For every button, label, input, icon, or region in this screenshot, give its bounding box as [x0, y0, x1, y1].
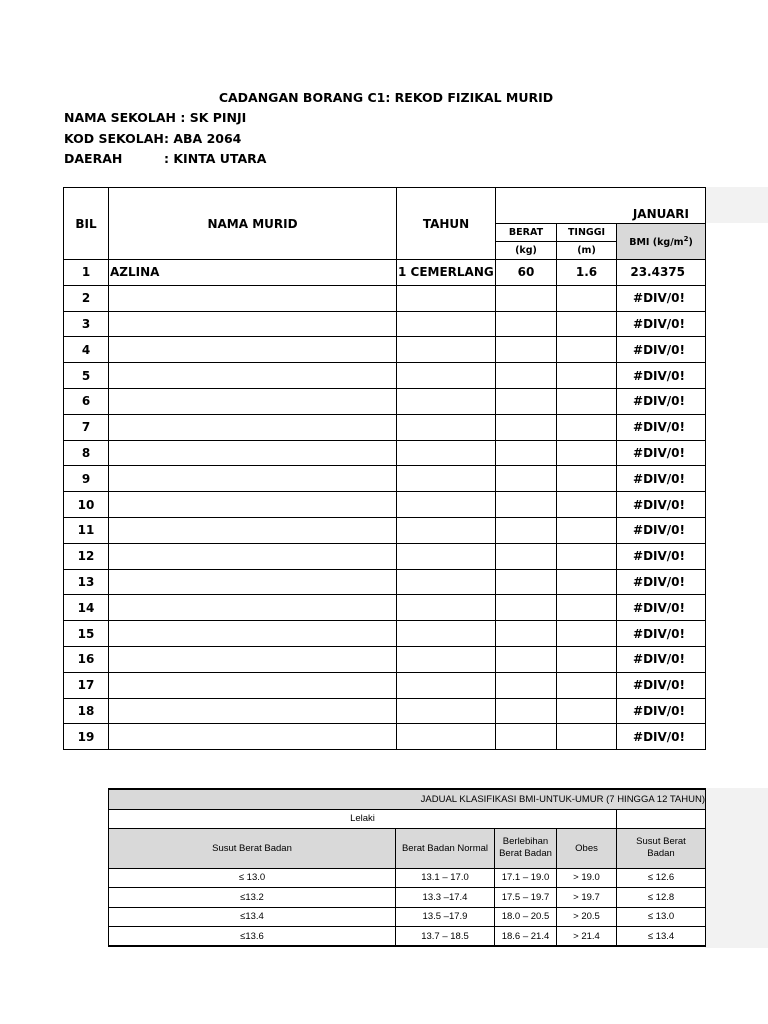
student-name-cell[interactable]	[109, 492, 397, 518]
bmi-cell[interactable]: #DIV/0!	[617, 337, 706, 363]
row-number[interactable]: 17	[64, 672, 109, 698]
student-name-cell[interactable]	[109, 724, 397, 750]
row-number[interactable]: 14	[64, 595, 109, 621]
classification-cell: 13.1 – 17.0	[396, 868, 495, 888]
classification-cell: 17.1 – 19.0	[495, 868, 557, 888]
class-cell[interactable]	[397, 363, 496, 389]
col-tinggi-unit: (m)	[557, 242, 617, 260]
class-cell[interactable]	[397, 388, 496, 414]
table-row	[64, 260, 706, 286]
row-number[interactable]: 18	[64, 698, 109, 724]
weight-cell[interactable]	[496, 311, 557, 337]
header-row-top	[64, 188, 706, 206]
height-cell[interactable]	[557, 621, 617, 647]
klas-header-0: Susut Berat Badan	[109, 828, 396, 868]
height-cell[interactable]	[557, 285, 617, 311]
classification-cell: 18.0 – 20.5	[495, 907, 557, 927]
class-cell[interactable]	[397, 543, 496, 569]
district-label: DAERAH	[64, 151, 123, 166]
bmi-cell[interactable]: #DIV/0!	[617, 285, 706, 311]
classification-row	[109, 888, 706, 908]
bmi-cell[interactable]: #DIV/0!	[617, 466, 706, 492]
weight-cell[interactable]	[496, 388, 557, 414]
table-row	[64, 414, 706, 440]
col-bmi-header: BMI $(kg/m^2)$	[617, 224, 706, 260]
col-tahun-header: TAHUN	[397, 188, 496, 260]
bmi-cell[interactable]: #DIV/0!	[617, 388, 706, 414]
weight-cell[interactable]	[496, 492, 557, 518]
table-row	[64, 311, 706, 337]
classification-cell: ≤ 13.0	[617, 907, 706, 927]
weight-cell[interactable]	[496, 698, 557, 724]
table-row	[64, 466, 706, 492]
table-row	[64, 569, 706, 595]
class-cell[interactable]	[397, 466, 496, 492]
classification-cell: ≤ 12.8	[617, 888, 706, 908]
student-record-table	[63, 187, 706, 750]
bmi-classification-table	[108, 788, 706, 947]
student-name-cell[interactable]	[109, 569, 397, 595]
row-number[interactable]: 4	[64, 337, 109, 363]
bmi-cell[interactable]: #DIV/0!	[617, 517, 706, 543]
klas-header-2: Berlebihan Berat Badan	[495, 828, 557, 868]
weight-cell[interactable]	[496, 621, 557, 647]
classification-cell: 13.3 –17.4	[396, 888, 495, 908]
height-cell[interactable]	[557, 724, 617, 750]
height-cell[interactable]	[557, 440, 617, 466]
classification-cell: > 21.4	[557, 927, 617, 947]
table-row	[64, 595, 706, 621]
table-row	[64, 388, 706, 414]
klas-header-3: Obes	[557, 828, 617, 868]
row-number[interactable]: 15	[64, 621, 109, 647]
height-cell[interactable]	[557, 595, 617, 621]
table-row	[64, 646, 706, 672]
height-cell[interactable]	[557, 646, 617, 672]
row-number[interactable]: 9	[64, 466, 109, 492]
page-title: CADANGAN BORANG C1: REKOD FIZIKAL MURID	[218, 90, 554, 105]
classification-cell: ≤13.4	[109, 907, 396, 927]
student-name-cell[interactable]	[109, 388, 397, 414]
height-cell[interactable]	[557, 492, 617, 518]
weight-cell[interactable]	[496, 414, 557, 440]
student-name-cell[interactable]	[109, 414, 397, 440]
table-row	[64, 672, 706, 698]
height-cell[interactable]	[557, 388, 617, 414]
student-name-cell[interactable]	[109, 646, 397, 672]
class-cell[interactable]	[397, 285, 496, 311]
classification-title: JADUAL KLASIFIKASI BMI-UNTUK-UMUR (7 HINGGA 12 TAHUN)	[109, 789, 706, 809]
table-row	[64, 285, 706, 311]
col-bil-header: BIL	[64, 188, 109, 260]
school-code	[64, 131, 241, 146]
classification-header-row	[109, 828, 706, 868]
classification-cell: 13.5 –17.9	[396, 907, 495, 927]
month-header: JANUARI	[496, 206, 706, 224]
classification-cell: > 19.0	[557, 868, 617, 888]
col-berat-header: BERAT	[496, 224, 557, 242]
classification-row	[109, 868, 706, 888]
district-value: : KINTA UTARA	[164, 151, 267, 166]
student-name-cell[interactable]: AZLINA	[109, 260, 397, 286]
class-cell[interactable]	[397, 672, 496, 698]
height-cell[interactable]	[557, 517, 617, 543]
weight-cell[interactable]	[496, 466, 557, 492]
bmi-cell[interactable]: #DIV/0!	[617, 621, 706, 647]
class-cell[interactable]	[397, 698, 496, 724]
school-code-label: KOD SEKOLAH	[64, 131, 164, 146]
student-name-cell[interactable]	[109, 595, 397, 621]
classification-cell: 17.5 – 19.7	[495, 888, 557, 908]
student-name-cell[interactable]	[109, 672, 397, 698]
row-number[interactable]: 11	[64, 517, 109, 543]
weight-cell[interactable]	[496, 724, 557, 750]
weight-cell[interactable]	[496, 672, 557, 698]
row-number[interactable]: 10	[64, 492, 109, 518]
class-cell[interactable]	[397, 724, 496, 750]
classification-cell: ≤13.2	[109, 888, 396, 908]
table-row	[64, 337, 706, 363]
class-cell[interactable]	[397, 621, 496, 647]
height-cell[interactable]	[557, 337, 617, 363]
weight-cell[interactable]	[496, 569, 557, 595]
offscreen-shade-top	[705, 187, 768, 223]
student-name-cell[interactable]	[109, 621, 397, 647]
classification-group-lelaki: Lelaki	[109, 809, 617, 828]
bmi-cell[interactable]: #DIV/0!	[617, 646, 706, 672]
row-number[interactable]: 1	[64, 260, 109, 286]
bmi-cell[interactable]: #DIV/0!	[617, 440, 706, 466]
table-row	[64, 621, 706, 647]
table-row	[64, 698, 706, 724]
col-berat-unit: (kg)	[496, 242, 557, 260]
bmi-cell[interactable]: #DIV/0!	[617, 492, 706, 518]
student-name-cell[interactable]	[109, 311, 397, 337]
student-name-cell[interactable]	[109, 698, 397, 724]
height-cell[interactable]	[557, 311, 617, 337]
table-row	[64, 492, 706, 518]
classification-cell: > 20.5	[557, 907, 617, 927]
height-cell[interactable]	[557, 569, 617, 595]
weight-cell[interactable]	[496, 595, 557, 621]
class-cell[interactable]	[397, 646, 496, 672]
bmi-cell[interactable]: #DIV/0!	[617, 672, 706, 698]
class-cell[interactable]	[397, 595, 496, 621]
classification-title-row	[109, 789, 706, 809]
height-cell[interactable]	[557, 466, 617, 492]
class-cell[interactable]	[397, 440, 496, 466]
offscreen-shade-bottom	[705, 788, 768, 948]
height-cell[interactable]: 1.6	[557, 260, 617, 286]
weight-cell[interactable]	[496, 440, 557, 466]
bmi-cell[interactable]: #DIV/0!	[617, 569, 706, 595]
classification-cell: 13.7 – 18.5	[396, 927, 495, 947]
table-row	[64, 543, 706, 569]
weight-cell[interactable]	[496, 363, 557, 389]
student-name-cell[interactable]	[109, 363, 397, 389]
bmi-cell[interactable]: #DIV/0!	[617, 311, 706, 337]
table-row	[64, 517, 706, 543]
height-cell[interactable]	[557, 414, 617, 440]
height-cell[interactable]	[557, 543, 617, 569]
bmi-cell[interactable]: #DIV/0!	[617, 543, 706, 569]
bmi-cell[interactable]: #DIV/0!	[617, 595, 706, 621]
student-name-cell[interactable]	[109, 285, 397, 311]
header-blank	[496, 188, 706, 206]
row-number[interactable]: 16	[64, 646, 109, 672]
row-number[interactable]: 13	[64, 569, 109, 595]
student-name-cell[interactable]	[109, 466, 397, 492]
weight-cell[interactable]	[496, 517, 557, 543]
classification-cell: ≤ 12.6	[617, 868, 706, 888]
district	[64, 151, 266, 166]
school-code-value: : ABA 2064	[164, 131, 242, 146]
row-number[interactable]: 12	[64, 543, 109, 569]
bmi-cell[interactable]: #DIV/0!	[617, 698, 706, 724]
bmi-cell[interactable]: #DIV/0!	[617, 414, 706, 440]
row-number[interactable]: 8	[64, 440, 109, 466]
klas-header-1: Berat Badan Normal	[396, 828, 495, 868]
height-cell[interactable]	[557, 363, 617, 389]
row-number[interactable]: 5	[64, 363, 109, 389]
class-cell[interactable]: 1 CEMERLANG	[397, 260, 496, 286]
classification-group-row	[109, 809, 706, 828]
row-number[interactable]: 6	[64, 388, 109, 414]
row-number[interactable]: 3	[64, 311, 109, 337]
class-cell[interactable]	[397, 569, 496, 595]
classification-row	[109, 927, 706, 947]
student-name-cell[interactable]	[109, 543, 397, 569]
weight-cell[interactable]	[496, 285, 557, 311]
row-number[interactable]: 19	[64, 724, 109, 750]
classification-cell: ≤13.6	[109, 927, 396, 947]
klas-header-4: Susut Berat Badan	[617, 828, 706, 868]
weight-cell[interactable]: 60	[496, 260, 557, 286]
classification-cell: > 19.7	[557, 888, 617, 908]
class-cell[interactable]	[397, 311, 496, 337]
height-cell[interactable]	[557, 698, 617, 724]
col-nama-header: NAMA MURID	[109, 188, 397, 260]
weight-cell[interactable]	[496, 543, 557, 569]
height-cell[interactable]	[557, 672, 617, 698]
class-cell[interactable]	[397, 492, 496, 518]
table-row	[64, 363, 706, 389]
class-cell[interactable]	[397, 517, 496, 543]
bmi-cell[interactable]: #DIV/0!	[617, 363, 706, 389]
table-row	[64, 440, 706, 466]
col-tinggi-header: TINGGI	[557, 224, 617, 242]
classification-row	[109, 907, 706, 927]
school-name: NAMA SEKOLAH : SK PINJI	[64, 110, 247, 125]
student-name-cell[interactable]	[109, 337, 397, 363]
table-row	[64, 724, 706, 750]
weight-cell[interactable]	[496, 646, 557, 672]
row-number[interactable]: 7	[64, 414, 109, 440]
bmi-cell[interactable]: #DIV/0!	[617, 724, 706, 750]
classification-cell: ≤ 13.4	[617, 927, 706, 947]
weight-cell[interactable]	[496, 337, 557, 363]
student-name-cell[interactable]	[109, 517, 397, 543]
classification-cell: 18.6 – 21.4	[495, 927, 557, 947]
classification-cell: ≤ 13.0	[109, 868, 396, 888]
row-number[interactable]: 2	[64, 285, 109, 311]
classification-group-blank	[617, 809, 706, 828]
class-cell[interactable]	[397, 414, 496, 440]
class-cell[interactable]	[397, 337, 496, 363]
student-name-cell[interactable]	[109, 440, 397, 466]
bmi-cell[interactable]: 23.4375	[617, 260, 706, 286]
